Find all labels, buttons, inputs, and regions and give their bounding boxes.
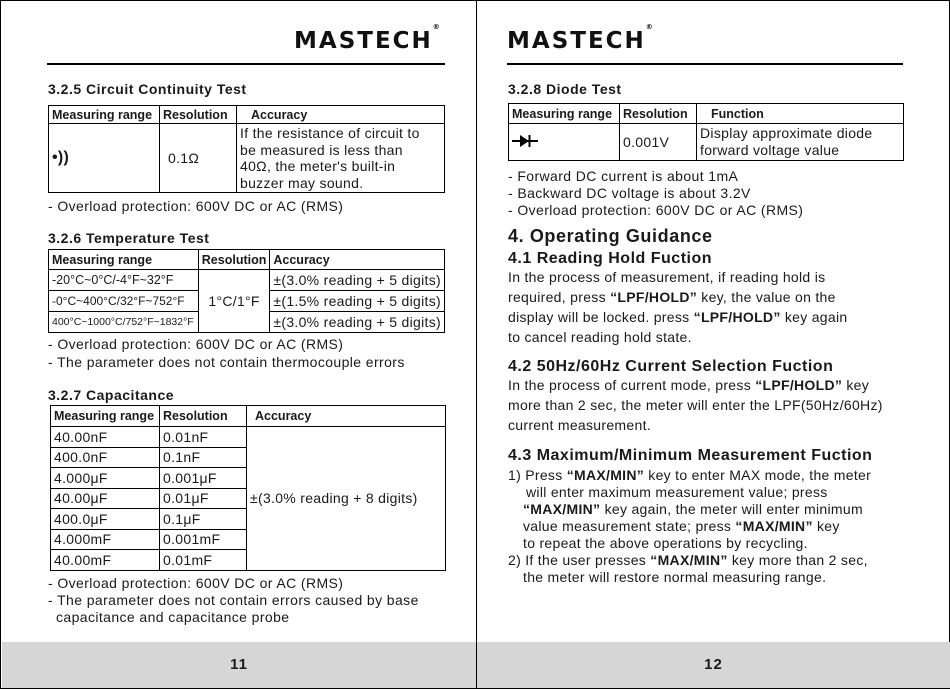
key-label: “MAX/MIN” <box>735 518 813 534</box>
paragraph-line <box>508 552 871 569</box>
temp-range: -20°C~0°C/-4°F~32°F <box>49 270 199 291</box>
capacitance-table <box>50 405 446 571</box>
header-resolution: Resolution <box>198 250 270 270</box>
temp-range: -0°C~400°C/32°F~752°F <box>49 291 199 312</box>
current-selection-paragraph <box>508 375 883 435</box>
header-accuracy: Accuracy <box>247 406 446 427</box>
diode-table <box>508 103 904 161</box>
text: key again <box>780 309 848 325</box>
header-rule <box>507 63 903 65</box>
continuity-resolution: 0.1Ω <box>160 124 237 193</box>
paragraph-line: current measurement. <box>508 417 651 433</box>
text: key <box>842 377 870 393</box>
key-label: “LPF/HOLD” <box>693 309 781 325</box>
cap-resolution: 0.01nF <box>160 427 247 448</box>
section-title-diode: 3.2.8 Diode Test <box>508 81 622 97</box>
cap-range: 400.0nF <box>51 447 160 468</box>
temperature-table <box>48 249 445 333</box>
section-title-capacitance: 3.2.7 Capacitance <box>48 387 175 403</box>
cap-range: 400.0μF <box>51 509 160 530</box>
text: In the process of current mode, press <box>508 377 756 393</box>
cap-range: 4.000μF <box>51 468 160 489</box>
brand-logo: MASTECH® <box>507 23 653 54</box>
key-label: “LPF/HOLD” <box>755 377 843 393</box>
cap-range: 40.00mF <box>51 550 160 571</box>
header-measuring-range: Measuring range <box>51 406 160 427</box>
key-label: “LPF/HOLD” <box>610 289 698 305</box>
header-accuracy: Accuracy <box>237 106 445 124</box>
text: 1) Press <box>508 467 567 483</box>
capacitance-note: - The parameter does not contain errors caused by base <box>48 592 419 608</box>
continuity-accuracy <box>237 124 445 193</box>
header-accuracy: Accuracy <box>270 250 445 270</box>
section-title-operating: 4. Operating Guidance <box>508 226 713 246</box>
header-measuring-range: Measuring range <box>49 250 199 270</box>
diode-symbol-cell <box>509 124 620 161</box>
reading-hold-paragraph <box>508 267 847 347</box>
temp-resolution: 1°C/1°F <box>198 270 270 333</box>
capacitance-note: capacitance and capacitance probe <box>56 609 290 625</box>
header-measuring-range: Measuring range <box>49 106 160 124</box>
paragraph-line: to cancel reading hold state. <box>508 329 692 345</box>
function-line: forward voltage value <box>700 142 840 158</box>
left-page <box>2 1 477 688</box>
temp-accuracy: ±(3.0% reading + 5 digits) <box>270 270 445 291</box>
capacitance-note: - Overload protection: 600V DC or AC (RMS) <box>48 575 344 591</box>
paragraph-line <box>508 518 871 535</box>
function-line: Display approximate diode <box>700 125 873 141</box>
text: key, the value on the <box>697 289 836 305</box>
paragraph-line: will enter maximum measurement value; press <box>526 484 828 500</box>
section-title-temperature: 3.2.6 Temperature Test <box>48 230 210 246</box>
cap-resolution: 0.1nF <box>160 447 247 468</box>
header-resolution: Resolution <box>620 104 697 124</box>
paragraph-line <box>508 375 883 395</box>
brand-logo: MASTECH® <box>294 23 440 54</box>
cap-range: 40.00nF <box>51 427 160 448</box>
header-resolution: Resolution <box>160 406 247 427</box>
accuracy-line: buzzer may sound. <box>240 174 364 191</box>
paragraph-line <box>508 467 871 484</box>
paragraph-line <box>508 287 847 307</box>
cap-accuracy: ±(3.0% reading + 8 digits) <box>247 427 446 571</box>
text: value measurement state; press <box>523 518 736 534</box>
diode-note: - Forward DC current is about 1mA <box>508 168 739 184</box>
paragraph-line: more than 2 sec, the meter will enter the LPF(50Hz/60Hz) <box>508 397 883 413</box>
text: display will be locked. press <box>508 309 694 325</box>
cap-range: 40.00μF <box>51 488 160 509</box>
subsection-title-current-selection: 4.2 50Hz/60Hz Current Selection Fuction <box>508 358 834 375</box>
paragraph-line: In the process of measurement, if reading hold is <box>508 269 826 285</box>
header-measuring-range: Measuring range <box>509 104 620 124</box>
continuity-table <box>48 105 445 193</box>
key-label: “MAX/MIN” <box>523 501 601 517</box>
section-title-continuity: 3.2.5 Circuit Continuity Test <box>48 81 247 97</box>
accuracy-line: 40Ω, the meter's built-in <box>240 158 396 174</box>
temperature-note: - The parameter does not contain thermocouple errors <box>48 354 405 370</box>
cap-resolution: 0.01μF <box>160 488 247 509</box>
subsection-title-max-min: 4.3 Maximum/Minimum Measurement Fuction <box>508 447 873 464</box>
subsection-title-reading-hold: 4.1 Reading Hold Fuction <box>508 250 713 267</box>
temp-accuracy: ±(1.5% reading + 5 digits) <box>270 291 445 312</box>
cap-resolution: 0.001mF <box>160 529 247 550</box>
accuracy-line: If the resistance of circuit to <box>240 125 420 141</box>
diode-function <box>697 124 904 161</box>
temp-accuracy: ±(3.0% reading + 5 digits) <box>270 312 445 333</box>
text: required, press <box>508 289 611 305</box>
text: key to enter MAX mode, the meter <box>644 467 872 483</box>
accuracy-line: be measured is less than <box>240 141 403 158</box>
key-label: “MAX/MIN” <box>566 467 645 483</box>
page-number: 12 <box>704 656 723 673</box>
text: key again, the meter will enter minimum <box>600 501 863 517</box>
cap-range: 4.000mF <box>51 529 160 550</box>
cap-resolution: 0.1μF <box>160 509 247 530</box>
paragraph-line: to repeat the above operations by recycling. <box>523 535 808 551</box>
header-function: Function <box>697 104 904 124</box>
page-number: 11 <box>230 656 248 673</box>
text: key more than 2 sec, <box>727 552 868 568</box>
paragraph-line: the meter will restore normal measuring range. <box>523 569 827 585</box>
cap-resolution: 0.01mF <box>160 550 247 571</box>
temperature-note: - Overload protection: 600V DC or AC (RMS) <box>48 336 344 352</box>
page-footer <box>2 642 476 688</box>
cap-resolution: 0.001μF <box>160 468 247 489</box>
temp-range: 400°C~1000°C/752°F~1832°F <box>49 312 199 333</box>
max-min-paragraph <box>508 467 871 586</box>
key-label: “MAX/MIN” <box>650 552 728 568</box>
paragraph-line <box>508 501 871 518</box>
page-footer <box>477 642 950 688</box>
text: 2) If the user presses <box>508 552 651 568</box>
text: key <box>812 518 840 534</box>
diode-icon <box>512 134 538 148</box>
paragraph-line <box>508 307 847 327</box>
diode-note: - Backward DC voltage is about 3.2V <box>508 185 751 201</box>
continuity-note: - Overload protection: 600V DC or AC (RMS) <box>48 198 344 214</box>
header-resolution: Resolution <box>160 106 237 124</box>
header-rule <box>47 63 445 65</box>
diode-resolution: 0.001V <box>620 124 697 161</box>
continuity-buzzer-icon: •)) <box>49 124 160 193</box>
right-page <box>477 1 950 688</box>
diode-note: - Overload protection: 600V DC or AC (RMS) <box>508 202 804 218</box>
